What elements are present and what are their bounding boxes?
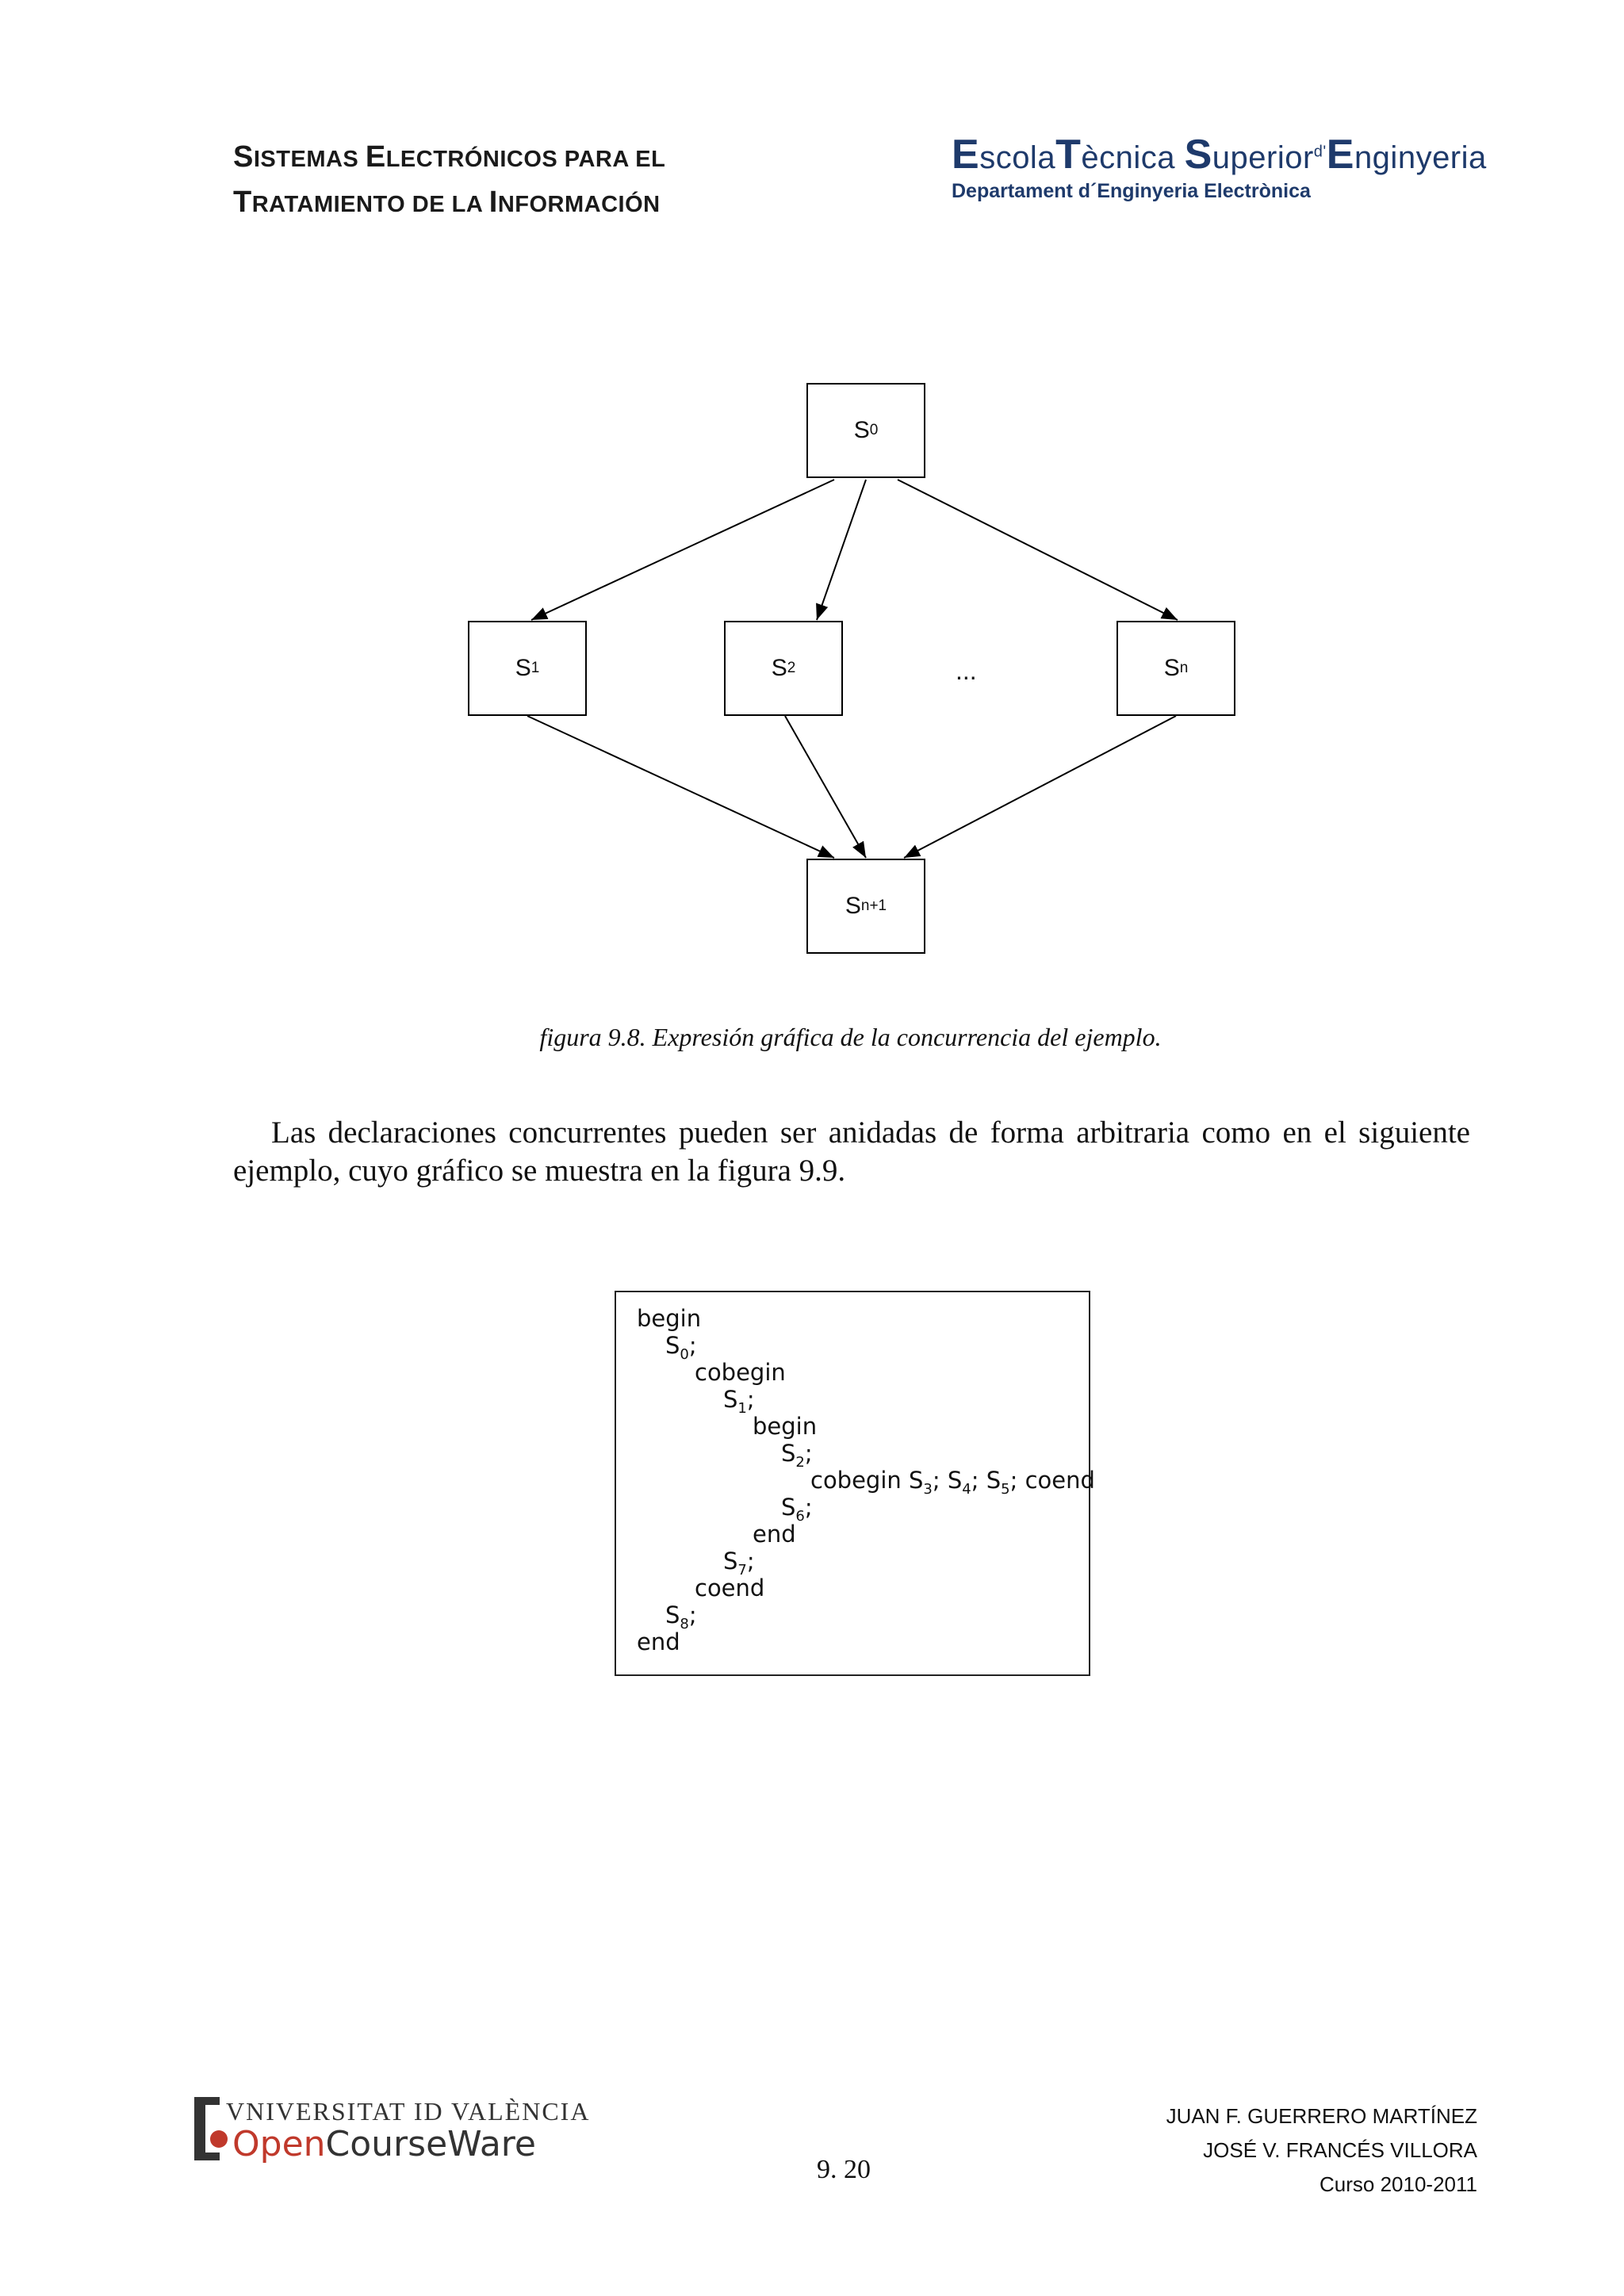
edge-s0-sn	[898, 480, 1178, 620]
edge-s0-s1	[531, 480, 834, 620]
code-line: end	[753, 1521, 796, 1548]
code-line: $S_6$;	[781, 1494, 813, 1525]
code-listing	[615, 1291, 1095, 1676]
edge-s0-s2	[817, 480, 866, 620]
school-name: EscolaTècnica Superior$^{d'}$Enginyeria	[952, 132, 1487, 178]
logo-dot-icon	[210, 2130, 228, 2148]
code-line: $S_7$;	[723, 1548, 755, 1578]
page-number: 9. 20	[817, 2155, 871, 2184]
code-line: $S_2$;	[781, 1440, 813, 1471]
code-line: $S_8$;	[665, 1601, 697, 1632]
logo-bracket-top	[194, 2097, 220, 2105]
code-line: cobegin $S_3$; $S_4$; $S_5$; coend	[810, 1467, 1095, 1498]
opencourseware-label: OpenCourseWare	[232, 2124, 536, 2164]
diagram-ellipsis: ...	[956, 656, 977, 685]
course-title-line1: SISTEMAS ELECTRÓNICOS PARA EL	[233, 140, 666, 174]
department-name: Departament d´Enginyeria Electrònica	[952, 180, 1311, 202]
author-1: JUAN F. GUERRERO MARTÍNEZ	[1166, 2104, 1477, 2128]
node-sn1: S n+1	[806, 859, 925, 954]
code-line: begin	[753, 1413, 818, 1440]
code-line: $S_1$;	[723, 1386, 755, 1417]
code-line: end	[637, 1628, 680, 1655]
node-s0: S 0	[806, 383, 925, 478]
course-year: Curso 2010-2011	[1320, 2172, 1477, 2196]
course-title-line2: TRATAMIENTO DE LA INFORMACIÓN	[233, 186, 661, 219]
node-s1: S 1	[468, 621, 587, 716]
edge-sn-sn1	[904, 716, 1176, 858]
code-line: begin	[637, 1305, 702, 1332]
edge-s1-sn1	[527, 716, 834, 858]
body-paragraph: Las declaraciones concurrentes pueden ser anidadas de forma arbitraria como en el siguiente ejemplo, cuyo gráfico se muestra en la figura 9.9.	[233, 1115, 1470, 1188]
logo-bracket-icon	[194, 2097, 205, 2159]
university-name: VNIVERSITAT ID VALÈNCIA	[226, 2097, 591, 2126]
logo-bracket-bottom	[194, 2152, 220, 2160]
edge-s2-sn1	[785, 716, 866, 858]
code-line: $S_0$;	[665, 1332, 697, 1363]
author-2: JOSÉ V. FRANCÉS VILLORA	[1203, 2138, 1477, 2162]
code-line: cobegin	[695, 1359, 786, 1386]
figure-caption: figura 9.8. Expresión gráfica de la concurrencia del ejemplo.	[539, 1023, 1162, 1051]
authors-block	[1166, 2099, 1477, 2202]
node-sn: S n	[1116, 621, 1235, 716]
code-line: coend	[695, 1575, 765, 1601]
node-s2: S 2	[724, 621, 843, 716]
